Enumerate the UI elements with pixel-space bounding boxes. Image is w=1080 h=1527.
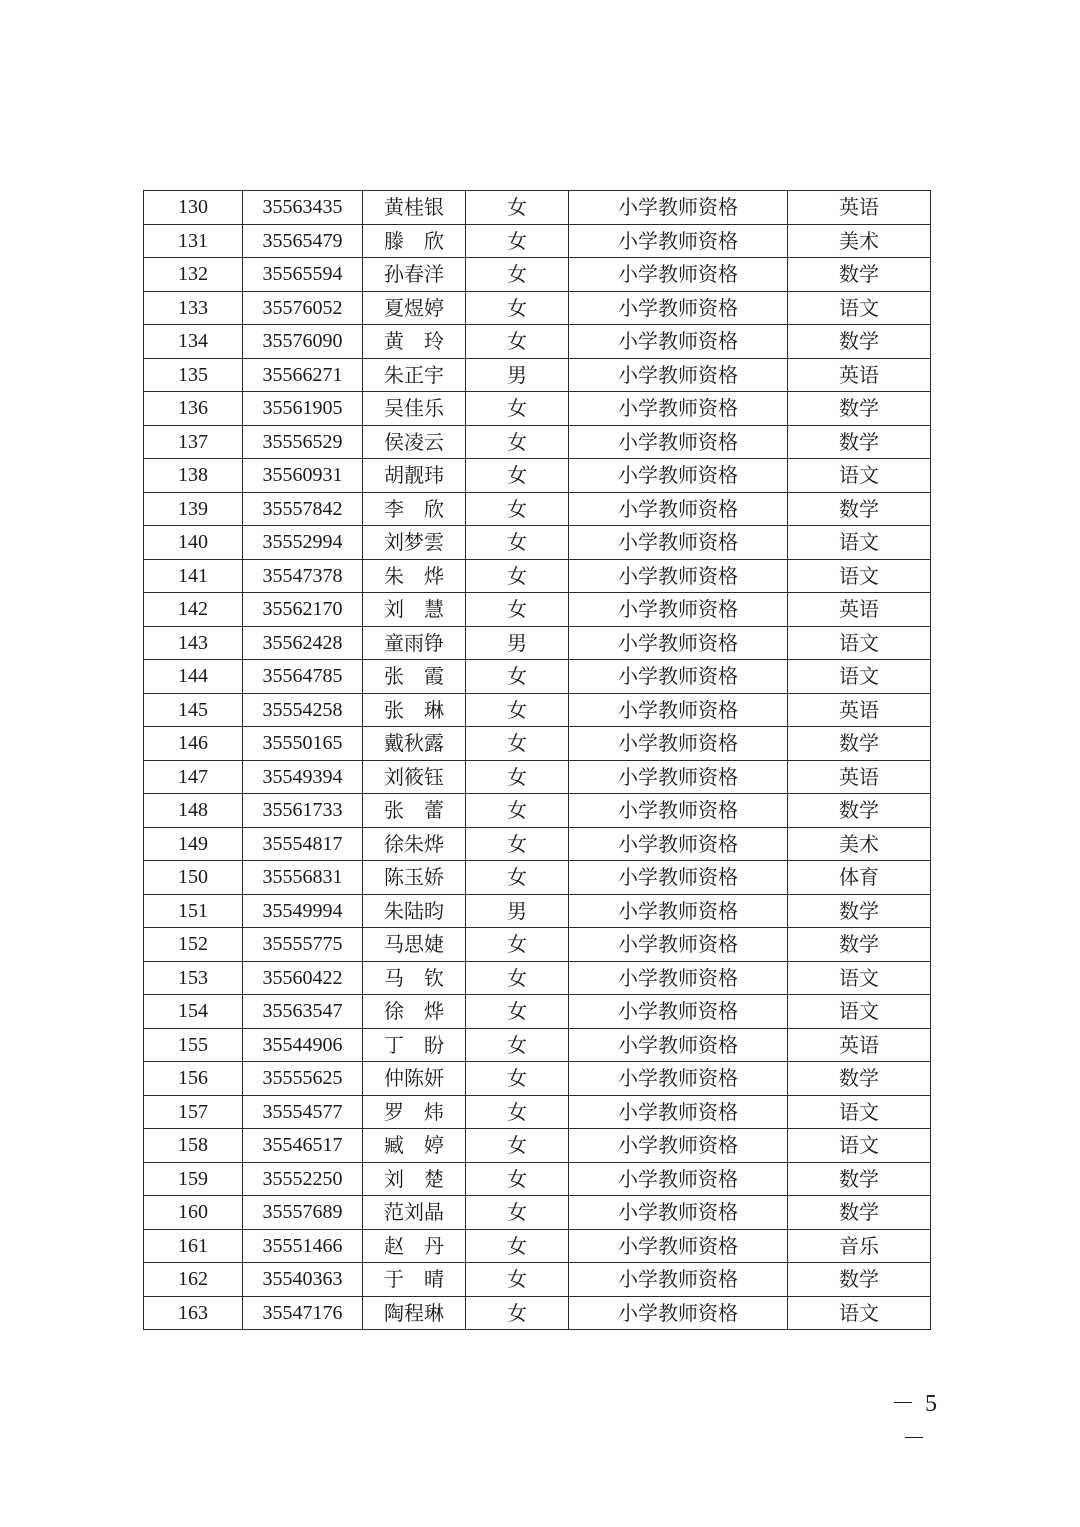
table-row: [144, 1028, 931, 1062]
table-row: [144, 693, 931, 727]
gender-cell: 女: [466, 1263, 569, 1297]
name-cell: 吴佳乐: [363, 392, 466, 426]
gender-cell: 女: [466, 794, 569, 828]
qualification-cell: 小学教师资格: [569, 392, 788, 426]
gender-cell: 女: [466, 693, 569, 727]
qualification-cell: 小学教师资格: [569, 358, 788, 392]
serial-number-cell: 148: [144, 794, 243, 828]
gender-cell: 女: [466, 459, 569, 493]
qualification-cell: 小学教师资格: [569, 794, 788, 828]
subject-cell: 数学: [788, 1162, 931, 1196]
subject-cell: 数学: [788, 258, 931, 292]
serial-number-cell: 161: [144, 1229, 243, 1263]
name-cell: 黄 玲: [363, 325, 466, 359]
exam-id-cell: 35555625: [243, 1062, 363, 1096]
name-cell: 朱 烨: [363, 559, 466, 593]
qualification-cell: 小学教师资格: [569, 928, 788, 962]
serial-number-cell: 158: [144, 1129, 243, 1163]
qualification-cell: 小学教师资格: [569, 693, 788, 727]
table-row: [144, 325, 931, 359]
qualification-cell: 小学教师资格: [569, 1062, 788, 1096]
name-cell: 陈玉娇: [363, 861, 466, 895]
exam-id-cell: 35576052: [243, 291, 363, 325]
table-row: [144, 961, 931, 995]
name-cell: 赵 丹: [363, 1229, 466, 1263]
gender-cell: 女: [466, 995, 569, 1029]
exam-id-cell: 35556529: [243, 425, 363, 459]
subject-cell: 语文: [788, 459, 931, 493]
qualification-cell: 小学教师资格: [569, 1229, 788, 1263]
qualification-cell: 小学教师资格: [569, 995, 788, 1029]
serial-number-cell: 156: [144, 1062, 243, 1096]
serial-number-cell: 137: [144, 425, 243, 459]
exam-id-cell: 35566271: [243, 358, 363, 392]
gender-cell: 女: [466, 961, 569, 995]
subject-cell: 英语: [788, 760, 931, 794]
qualification-cell: 小学教师资格: [569, 961, 788, 995]
exam-id-cell: 35549394: [243, 760, 363, 794]
subject-cell: 美术: [788, 827, 931, 861]
table-row: [144, 291, 931, 325]
qualification-cell: 小学教师资格: [569, 325, 788, 359]
table-row: [144, 827, 931, 861]
subject-cell: 数学: [788, 392, 931, 426]
name-cell: 戴秋露: [363, 727, 466, 761]
subject-cell: 语文: [788, 961, 931, 995]
subject-cell: 数学: [788, 1263, 931, 1297]
qualification-cell: 小学教师资格: [569, 1028, 788, 1062]
name-cell: 刘 慧: [363, 593, 466, 627]
gender-cell: 女: [466, 559, 569, 593]
name-cell: 马思婕: [363, 928, 466, 962]
serial-number-cell: 130: [144, 191, 243, 225]
qualification-cell: 小学教师资格: [569, 258, 788, 292]
exam-id-cell: 35562428: [243, 626, 363, 660]
subject-cell: 英语: [788, 693, 931, 727]
gender-cell: 女: [466, 1129, 569, 1163]
gender-cell: 女: [466, 1196, 569, 1230]
qualification-cell: 小学教师资格: [569, 1296, 788, 1330]
gender-cell: 女: [466, 224, 569, 258]
subject-cell: 数学: [788, 727, 931, 761]
table-row: [144, 1196, 931, 1230]
serial-number-cell: 139: [144, 492, 243, 526]
serial-number-cell: 154: [144, 995, 243, 1029]
subject-cell: 语文: [788, 1129, 931, 1163]
qualification-cell: 小学教师资格: [569, 660, 788, 694]
serial-number-cell: 163: [144, 1296, 243, 1330]
name-cell: 仲陈妍: [363, 1062, 466, 1096]
name-cell: 刘筱钰: [363, 760, 466, 794]
name-cell: 童雨铮: [363, 626, 466, 660]
qualification-cell: 小学教师资格: [569, 1162, 788, 1196]
gender-cell: 男: [466, 894, 569, 928]
name-cell: 孙春洋: [363, 258, 466, 292]
exam-id-cell: 35550165: [243, 727, 363, 761]
subject-cell: 美术: [788, 224, 931, 258]
table-row: [144, 425, 931, 459]
subject-cell: 英语: [788, 358, 931, 392]
table-row: [144, 894, 931, 928]
name-cell: 胡靓玮: [363, 459, 466, 493]
exam-id-cell: 35556831: [243, 861, 363, 895]
table-row: [144, 861, 931, 895]
subject-cell: 英语: [788, 593, 931, 627]
qualification-cell: 小学教师资格: [569, 727, 788, 761]
name-cell: 刘梦雲: [363, 526, 466, 560]
serial-number-cell: 136: [144, 392, 243, 426]
exam-id-cell: 35551466: [243, 1229, 363, 1263]
exam-id-cell: 35564785: [243, 660, 363, 694]
exam-id-cell: 35560931: [243, 459, 363, 493]
name-cell: 罗 炜: [363, 1095, 466, 1129]
exam-id-cell: 35561733: [243, 794, 363, 828]
qualification-cell: 小学教师资格: [569, 492, 788, 526]
qualification-cell: 小学教师资格: [569, 760, 788, 794]
gender-cell: 女: [466, 325, 569, 359]
qualification-cell: 小学教师资格: [569, 1196, 788, 1230]
exam-id-cell: 35549994: [243, 894, 363, 928]
gender-cell: 女: [466, 291, 569, 325]
serial-number-cell: 147: [144, 760, 243, 794]
name-cell: 陶程琳: [363, 1296, 466, 1330]
name-cell: 臧 婷: [363, 1129, 466, 1163]
table-row: [144, 459, 931, 493]
gender-cell: 女: [466, 258, 569, 292]
exam-id-cell: 35554817: [243, 827, 363, 861]
name-cell: 侯凌云: [363, 425, 466, 459]
table-row: [144, 1162, 931, 1196]
subject-cell: 数学: [788, 492, 931, 526]
subject-cell: 语文: [788, 626, 931, 660]
exam-id-cell: 35562170: [243, 593, 363, 627]
subject-cell: 语文: [788, 1095, 931, 1129]
subject-cell: 数学: [788, 794, 931, 828]
serial-number-cell: 153: [144, 961, 243, 995]
subject-cell: 数学: [788, 1062, 931, 1096]
subject-cell: 数学: [788, 1196, 931, 1230]
serial-number-cell: 157: [144, 1095, 243, 1129]
name-cell: 于 晴: [363, 1263, 466, 1297]
exam-id-cell: 35563435: [243, 191, 363, 225]
serial-number-cell: 134: [144, 325, 243, 359]
name-cell: 张 霞: [363, 660, 466, 694]
gender-cell: 男: [466, 626, 569, 660]
serial-number-cell: 131: [144, 224, 243, 258]
name-cell: 范刘晶: [363, 1196, 466, 1230]
exam-id-cell: 35547176: [243, 1296, 363, 1330]
subject-cell: 语文: [788, 660, 931, 694]
gender-cell: 女: [466, 492, 569, 526]
name-cell: 朱正宇: [363, 358, 466, 392]
exam-id-cell: 35547378: [243, 559, 363, 593]
table-row: [144, 392, 931, 426]
name-cell: 徐朱烨: [363, 827, 466, 861]
qualification-cell: 小学教师资格: [569, 894, 788, 928]
gender-cell: 女: [466, 1229, 569, 1263]
serial-number-cell: 135: [144, 358, 243, 392]
serial-number-cell: 160: [144, 1196, 243, 1230]
exam-id-cell: 35555775: [243, 928, 363, 962]
table-row: [144, 626, 931, 660]
gender-cell: 女: [466, 861, 569, 895]
qualification-cell: 小学教师资格: [569, 291, 788, 325]
qualification-cell: 小学教师资格: [569, 425, 788, 459]
table-row: [144, 593, 931, 627]
qualification-cell: 小学教师资格: [569, 559, 788, 593]
gender-cell: 女: [466, 1296, 569, 1330]
table-row: [144, 191, 931, 225]
subject-cell: 数学: [788, 425, 931, 459]
gender-cell: 女: [466, 760, 569, 794]
serial-number-cell: 133: [144, 291, 243, 325]
serial-number-cell: 152: [144, 928, 243, 962]
gender-cell: 女: [466, 191, 569, 225]
subject-cell: 数学: [788, 894, 931, 928]
table-row: [144, 727, 931, 761]
exam-id-cell: 35552250: [243, 1162, 363, 1196]
qualification-cell: 小学教师资格: [569, 1095, 788, 1129]
table-row: [144, 1095, 931, 1129]
roster-table-body: [144, 191, 931, 1330]
subject-cell: 语文: [788, 291, 931, 325]
table-row: [144, 559, 931, 593]
serial-number-cell: 159: [144, 1162, 243, 1196]
table-row: [144, 995, 931, 1029]
subject-cell: 语文: [788, 526, 931, 560]
subject-cell: 体育: [788, 861, 931, 895]
qualification-cell: 小学教师资格: [569, 191, 788, 225]
serial-number-cell: 146: [144, 727, 243, 761]
qualification-cell: 小学教师资格: [569, 526, 788, 560]
page-number: － 5 －: [891, 1391, 939, 1452]
serial-number-cell: 150: [144, 861, 243, 895]
gender-cell: 女: [466, 928, 569, 962]
gender-cell: 女: [466, 392, 569, 426]
serial-number-cell: 142: [144, 593, 243, 627]
name-cell: 黄桂银: [363, 191, 466, 225]
table-row: [144, 794, 931, 828]
exam-id-cell: 35565479: [243, 224, 363, 258]
subject-cell: 音乐: [788, 1229, 931, 1263]
subject-cell: 英语: [788, 191, 931, 225]
name-cell: 滕 欣: [363, 224, 466, 258]
qualification-cell: 小学教师资格: [569, 626, 788, 660]
serial-number-cell: 132: [144, 258, 243, 292]
subject-cell: 数学: [788, 325, 931, 359]
table-row: [144, 1229, 931, 1263]
exam-id-cell: 35546517: [243, 1129, 363, 1163]
qualification-cell: 小学教师资格: [569, 1263, 788, 1297]
serial-number-cell: 143: [144, 626, 243, 660]
table-row: [144, 224, 931, 258]
table-row: [144, 258, 931, 292]
table-row: [144, 526, 931, 560]
qualification-cell: 小学教师资格: [569, 827, 788, 861]
gender-cell: 女: [466, 1162, 569, 1196]
name-cell: 朱陆昀: [363, 894, 466, 928]
exam-id-cell: 35576090: [243, 325, 363, 359]
gender-cell: 女: [466, 827, 569, 861]
serial-number-cell: 144: [144, 660, 243, 694]
table-row: [144, 1263, 931, 1297]
serial-number-cell: 145: [144, 693, 243, 727]
gender-cell: 女: [466, 425, 569, 459]
serial-number-cell: 151: [144, 894, 243, 928]
gender-cell: 女: [466, 593, 569, 627]
qualification-cell: 小学教师资格: [569, 459, 788, 493]
qualification-cell: 小学教师资格: [569, 224, 788, 258]
serial-number-cell: 140: [144, 526, 243, 560]
subject-cell: 英语: [788, 1028, 931, 1062]
qualification-cell: 小学教师资格: [569, 861, 788, 895]
exam-id-cell: 35540363: [243, 1263, 363, 1297]
name-cell: 刘 楚: [363, 1162, 466, 1196]
serial-number-cell: 155: [144, 1028, 243, 1062]
name-cell: 张 蕾: [363, 794, 466, 828]
exam-id-cell: 35563547: [243, 995, 363, 1029]
table-row: [144, 1062, 931, 1096]
exam-id-cell: 35557689: [243, 1196, 363, 1230]
roster-table: [143, 190, 931, 1330]
exam-id-cell: 35561905: [243, 392, 363, 426]
table-row: [144, 660, 931, 694]
gender-cell: 女: [466, 1062, 569, 1096]
exam-id-cell: 35554577: [243, 1095, 363, 1129]
gender-cell: 男: [466, 358, 569, 392]
gender-cell: 女: [466, 1095, 569, 1129]
name-cell: 李 欣: [363, 492, 466, 526]
qualification-cell: 小学教师资格: [569, 1129, 788, 1163]
exam-id-cell: 35560422: [243, 961, 363, 995]
table-row: [144, 760, 931, 794]
serial-number-cell: 138: [144, 459, 243, 493]
subject-cell: 语文: [788, 559, 931, 593]
exam-id-cell: 35554258: [243, 693, 363, 727]
table-row: [144, 928, 931, 962]
gender-cell: 女: [466, 1028, 569, 1062]
table-row: [144, 492, 931, 526]
exam-id-cell: 35552994: [243, 526, 363, 560]
exam-id-cell: 35544906: [243, 1028, 363, 1062]
serial-number-cell: 149: [144, 827, 243, 861]
name-cell: 丁 盼: [363, 1028, 466, 1062]
gender-cell: 女: [466, 660, 569, 694]
name-cell: 夏煜婷: [363, 291, 466, 325]
serial-number-cell: 162: [144, 1263, 243, 1297]
table-row: [144, 1296, 931, 1330]
name-cell: 马 钦: [363, 961, 466, 995]
exam-id-cell: 35565594: [243, 258, 363, 292]
serial-number-cell: 141: [144, 559, 243, 593]
subject-cell: 数学: [788, 928, 931, 962]
qualification-cell: 小学教师资格: [569, 593, 788, 627]
subject-cell: 语文: [788, 1296, 931, 1330]
exam-id-cell: 35557842: [243, 492, 363, 526]
name-cell: 徐 烨: [363, 995, 466, 1029]
gender-cell: 女: [466, 727, 569, 761]
subject-cell: 语文: [788, 995, 931, 1029]
gender-cell: 女: [466, 526, 569, 560]
table-row: [144, 1129, 931, 1163]
table-row: [144, 358, 931, 392]
name-cell: 张 琳: [363, 693, 466, 727]
